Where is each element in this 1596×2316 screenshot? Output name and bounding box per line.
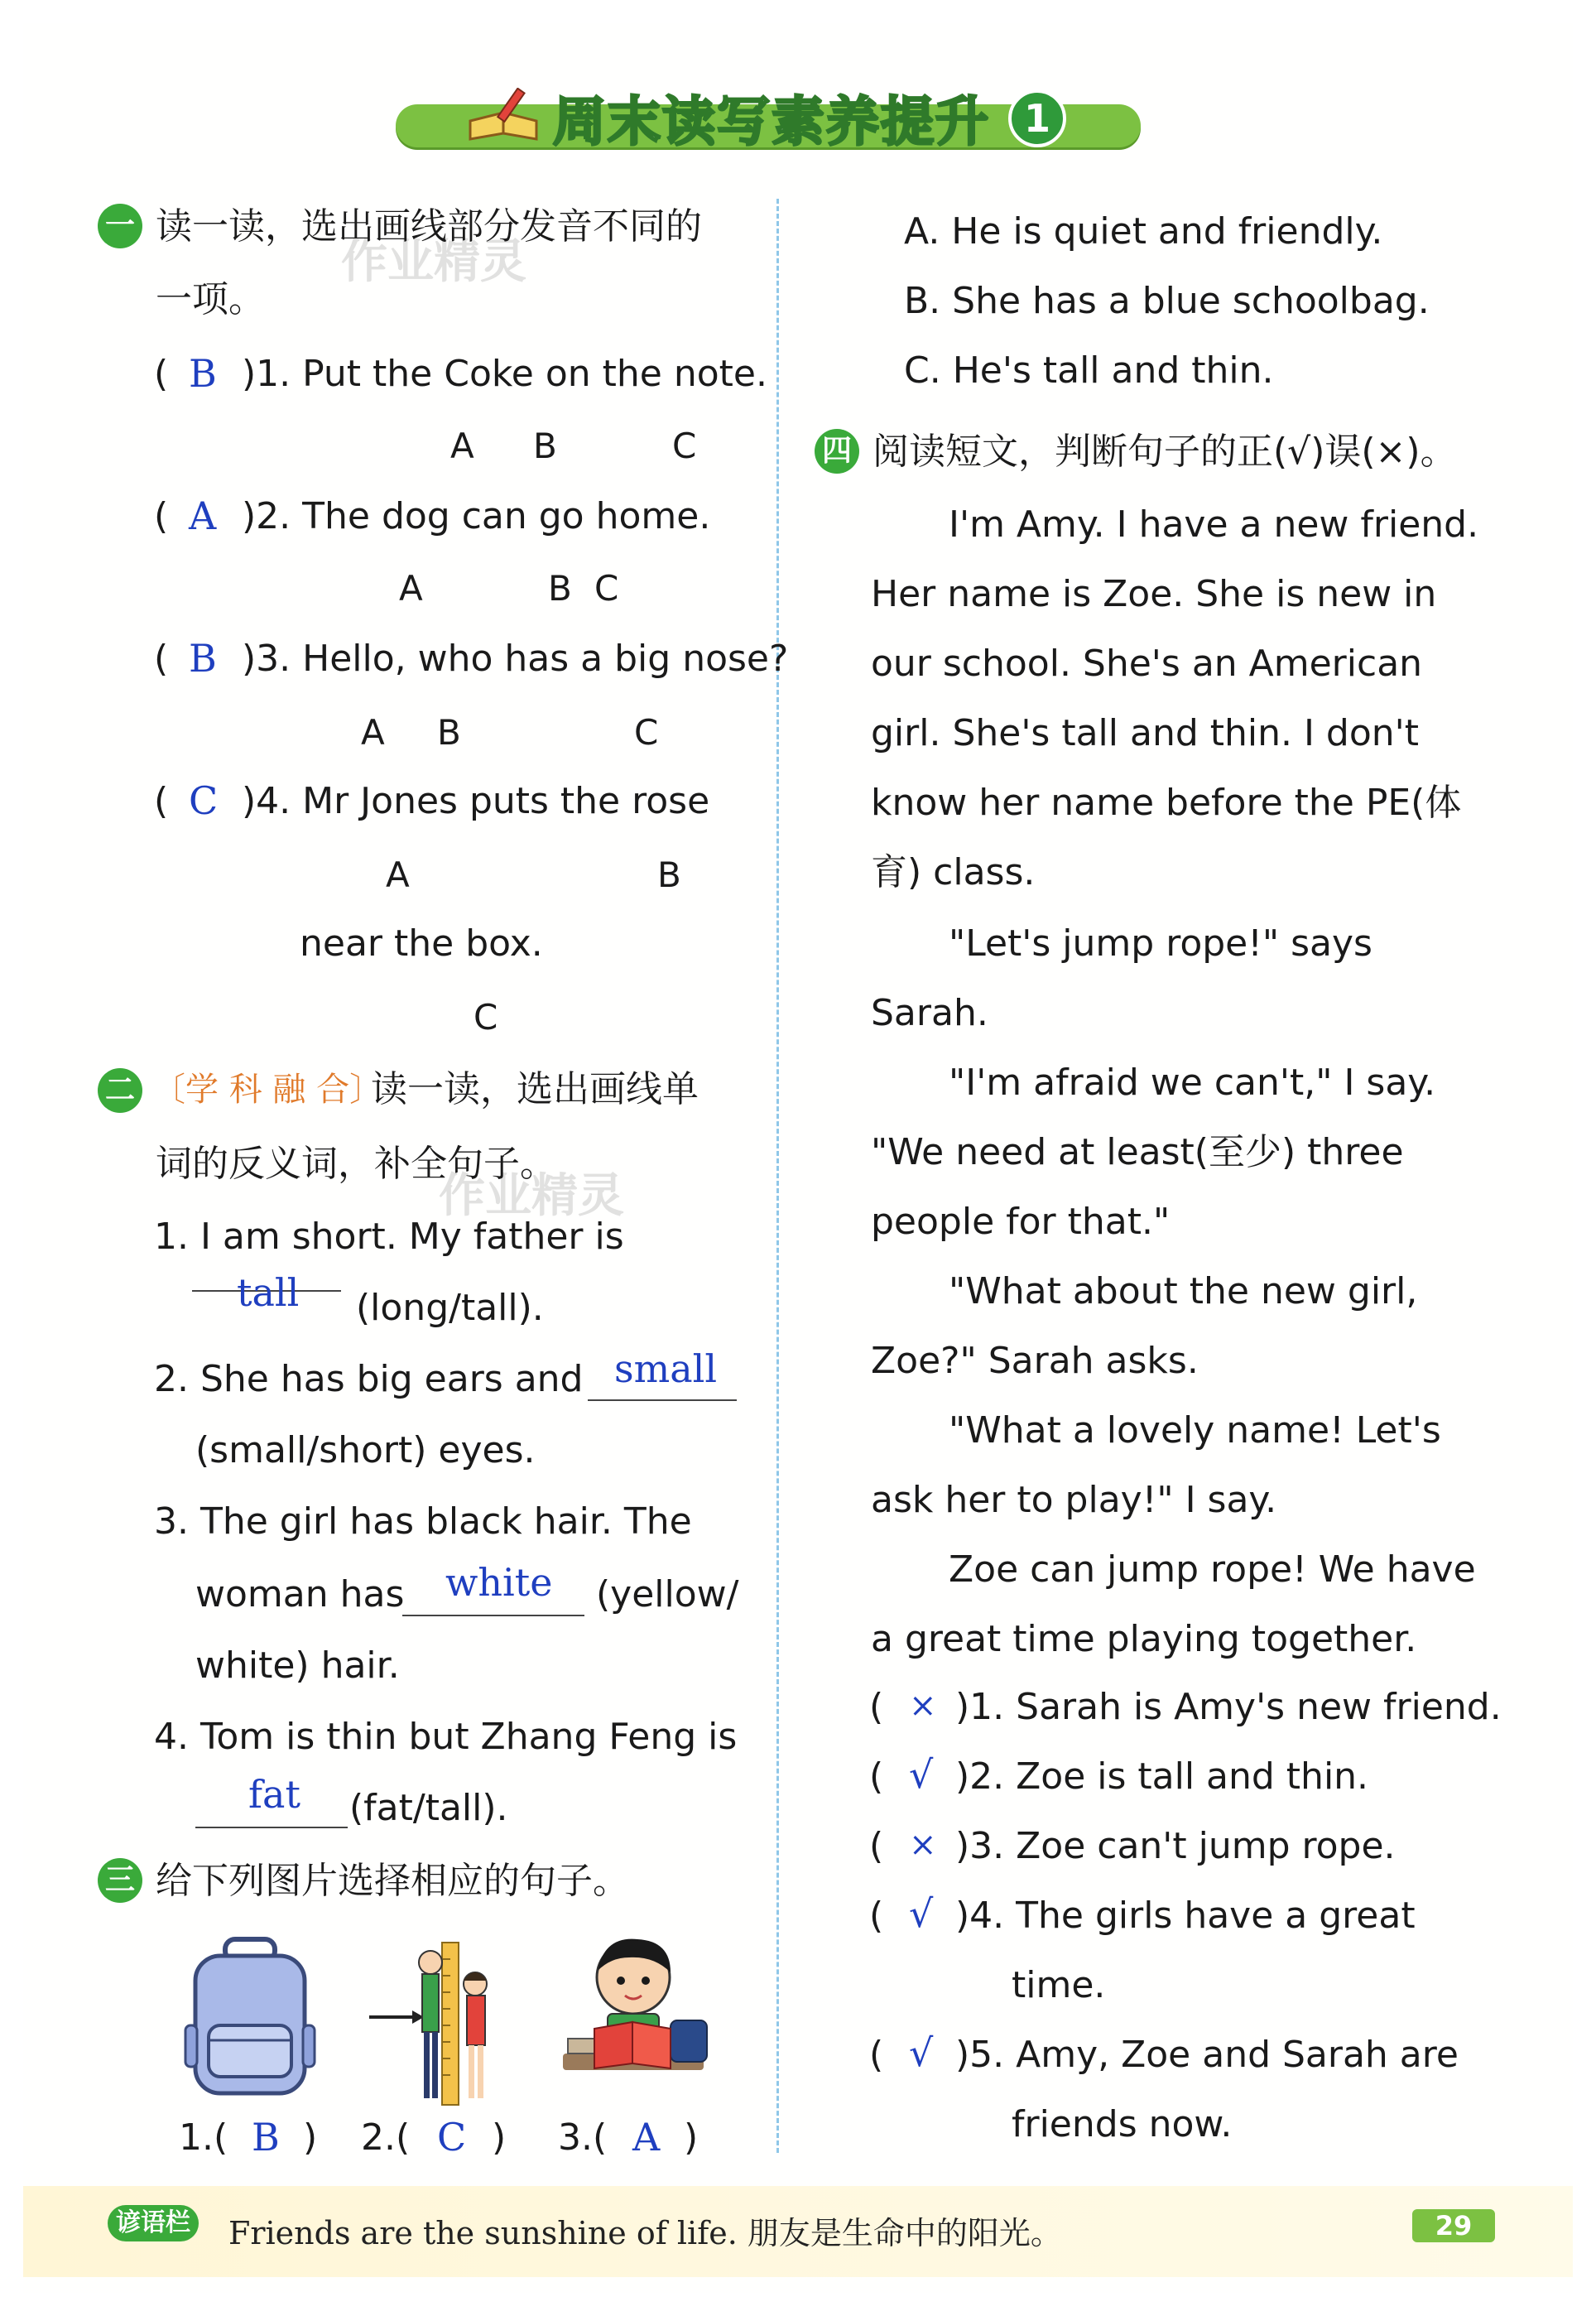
passage-line: our school. She's an American — [871, 643, 1423, 685]
answer-blank — [402, 1615, 584, 1616]
judge-statement-4-cont: time. — [1012, 1964, 1106, 2006]
judge-answer-1: × — [909, 1687, 937, 1725]
section1-title-cont: 一项。 — [156, 278, 265, 320]
answer-1-2: A — [189, 494, 217, 538]
paren-open: ( — [869, 1755, 884, 1798]
question-1-1: )1. Put the Coke on the note. — [242, 353, 767, 395]
answer-1-1: B — [189, 351, 217, 396]
answer-1-3: B — [189, 636, 217, 681]
passage-line: "What a lovely name! Let's — [949, 1409, 1441, 1452]
proverb-badge: 谚语栏 — [108, 2205, 199, 2241]
letter-b: B — [548, 568, 572, 609]
section4-title: 阅读短文，判断句子的正(√)误(×)。 — [873, 431, 1457, 473]
passage-line: Zoe can jump rope! We have — [949, 1548, 1476, 1591]
fill-options-1: (long/tall). — [356, 1287, 544, 1329]
answer-2-3: white — [445, 1560, 553, 1605]
option-b: B. She has a blue schoolbag. — [904, 280, 1430, 322]
answer-2-4: fat — [248, 1772, 300, 1817]
height-measure-picture — [364, 1934, 513, 2108]
section-badge-2: 二 — [98, 1068, 142, 1113]
answer-paren-open: ( — [154, 353, 169, 395]
lesson-number: 1 — [1008, 89, 1066, 147]
letter-a: A — [361, 712, 385, 753]
passage-line: know her name before the PE(体 — [871, 782, 1462, 824]
letter-c: C — [594, 568, 619, 609]
judge-statement-4: )4. The girls have a great — [955, 1895, 1416, 1937]
answer-3-3: A — [632, 2115, 661, 2160]
watermark: 作业精灵 — [341, 235, 526, 289]
answer-paren-open: ( — [154, 780, 169, 822]
letter-a: A — [386, 855, 410, 895]
fill-question-4: 4. Tom is thin but Zhang Feng is — [154, 1716, 738, 1758]
letter-b: B — [437, 712, 461, 753]
subject-tag: 〔学 科 融 合〕 — [152, 1071, 383, 1109]
picture-label-1: 1.( — [179, 2116, 228, 2159]
fill-question-1: 1. I am short. My father is — [154, 1216, 624, 1258]
passage-line: people for that." — [871, 1201, 1171, 1243]
header-banner — [396, 79, 1141, 159]
letter-c: C — [474, 997, 498, 1038]
judge-answer-2: √ — [909, 1752, 934, 1797]
fill-question-3: 3. The girl has black hair. The — [154, 1500, 692, 1543]
passage-line: Her name is Zoe. She is new in — [871, 573, 1437, 615]
letter-a: A — [399, 568, 423, 609]
answer-3-2: C — [437, 2115, 467, 2160]
column-divider — [776, 199, 779, 2153]
paren-close: ) — [492, 2116, 507, 2159]
answer-2-2: small — [614, 1346, 718, 1391]
passage-line: "What about the new girl, — [949, 1270, 1418, 1312]
passage-line: Zoe?" Sarah asks. — [871, 1340, 1199, 1382]
proverb-text: Friends are the sunshine of life. 朋友是生命中的阳光。 — [228, 2215, 1062, 2251]
passage-line: ask her to play!" I say. — [871, 1479, 1277, 1521]
page-number: 29 — [1412, 2209, 1495, 2242]
section2-title-cont: 词的反义词，补全句子。 — [156, 1143, 556, 1185]
answer-2-1: tall — [237, 1270, 300, 1315]
passage-line: "We need at least(至少) three — [871, 1131, 1404, 1173]
fill-question-3-cont: woman has — [195, 1573, 405, 1615]
paren-open: ( — [869, 1825, 884, 1867]
paren-open: ( — [869, 1686, 884, 1728]
section2-title: 读一读，选出画线单 — [371, 1068, 699, 1110]
fill-options-4: (fat/tall). — [349, 1787, 508, 1829]
passage-line: a great time playing together. — [871, 1618, 1417, 1660]
answer-paren-open: ( — [154, 638, 169, 680]
judge-statement-2: )2. Zoe is tall and thin. — [955, 1755, 1369, 1798]
paren-open: ( — [869, 1895, 884, 1937]
fill-options-2: (small/short) eyes. — [195, 1429, 536, 1471]
judge-answer-3: × — [909, 1826, 937, 1864]
passage-line: "Let's jump rope!" says — [949, 922, 1372, 965]
section-badge-4: 四 — [815, 429, 859, 474]
judge-statement-1: )1. Sarah is Amy's new friend. — [955, 1686, 1502, 1728]
answer-paren-open: ( — [154, 495, 169, 537]
book-pencil-icon — [462, 88, 545, 146]
option-a: A. He is quiet and friendly. — [904, 210, 1383, 253]
picture-label-3: 3.( — [558, 2116, 608, 2159]
judge-statement-5: )5. Amy, Zoe and Sarah are — [955, 2034, 1459, 2076]
passage-line: "I'm afraid we can't," I say. — [949, 1062, 1436, 1104]
question-1-4-cont: near the box. — [300, 922, 543, 965]
passage-line: girl. She's tall and thin. I don't — [871, 712, 1420, 754]
letter-a: A — [450, 426, 474, 466]
fill-question-2: 2. She has big ears and — [154, 1358, 584, 1400]
backpack-picture — [184, 1934, 316, 2100]
fill-options-3: (yellow/ — [596, 1573, 739, 1615]
passage-line: 育) class. — [871, 851, 1036, 893]
section3-title: 给下列图片选择相应的句子。 — [156, 1860, 629, 1902]
page-title: 周末读写素养提升 — [553, 92, 990, 153]
answer-3-1: B — [252, 2115, 280, 2160]
question-1-2: )2. The dog can go home. — [242, 495, 711, 537]
section-badge-3: 三 — [98, 1858, 142, 1903]
paren-close: ) — [303, 2116, 318, 2159]
judge-answer-4: √ — [909, 1891, 934, 1936]
letter-b: B — [657, 855, 681, 895]
fill-options-3-cont: white) hair. — [195, 1644, 400, 1687]
picture-label-2: 2.( — [361, 2116, 411, 2159]
passage-line: I'm Amy. I have a new friend. — [949, 503, 1479, 546]
judge-answer-5: √ — [909, 2030, 934, 2075]
question-1-3: )3. Hello, who has a big nose? — [242, 638, 789, 680]
answer-blank — [588, 1399, 737, 1401]
answer-blank — [195, 1827, 348, 1828]
letter-b: B — [533, 426, 557, 466]
option-c: C. He's tall and thin. — [904, 349, 1274, 392]
letter-c: C — [634, 712, 659, 753]
letter-c: C — [672, 426, 697, 466]
watermark: 作业精灵 — [439, 1169, 624, 1223]
judge-statement-3: )3. Zoe can't jump rope. — [955, 1825, 1396, 1867]
passage-line: Sarah. — [871, 992, 988, 1034]
paren-open: ( — [869, 2034, 884, 2076]
answer-1-4: C — [189, 778, 219, 823]
boy-reading-picture — [546, 1929, 720, 2103]
section1-title: 读一读，选出画线部分发音不同的 — [156, 205, 702, 248]
section-badge-1: 一 — [98, 204, 142, 248]
question-1-4: )4. Mr Jones puts the rose — [242, 780, 710, 822]
judge-statement-5-cont: friends now. — [1012, 2103, 1233, 2145]
paren-close: ) — [684, 2116, 699, 2159]
